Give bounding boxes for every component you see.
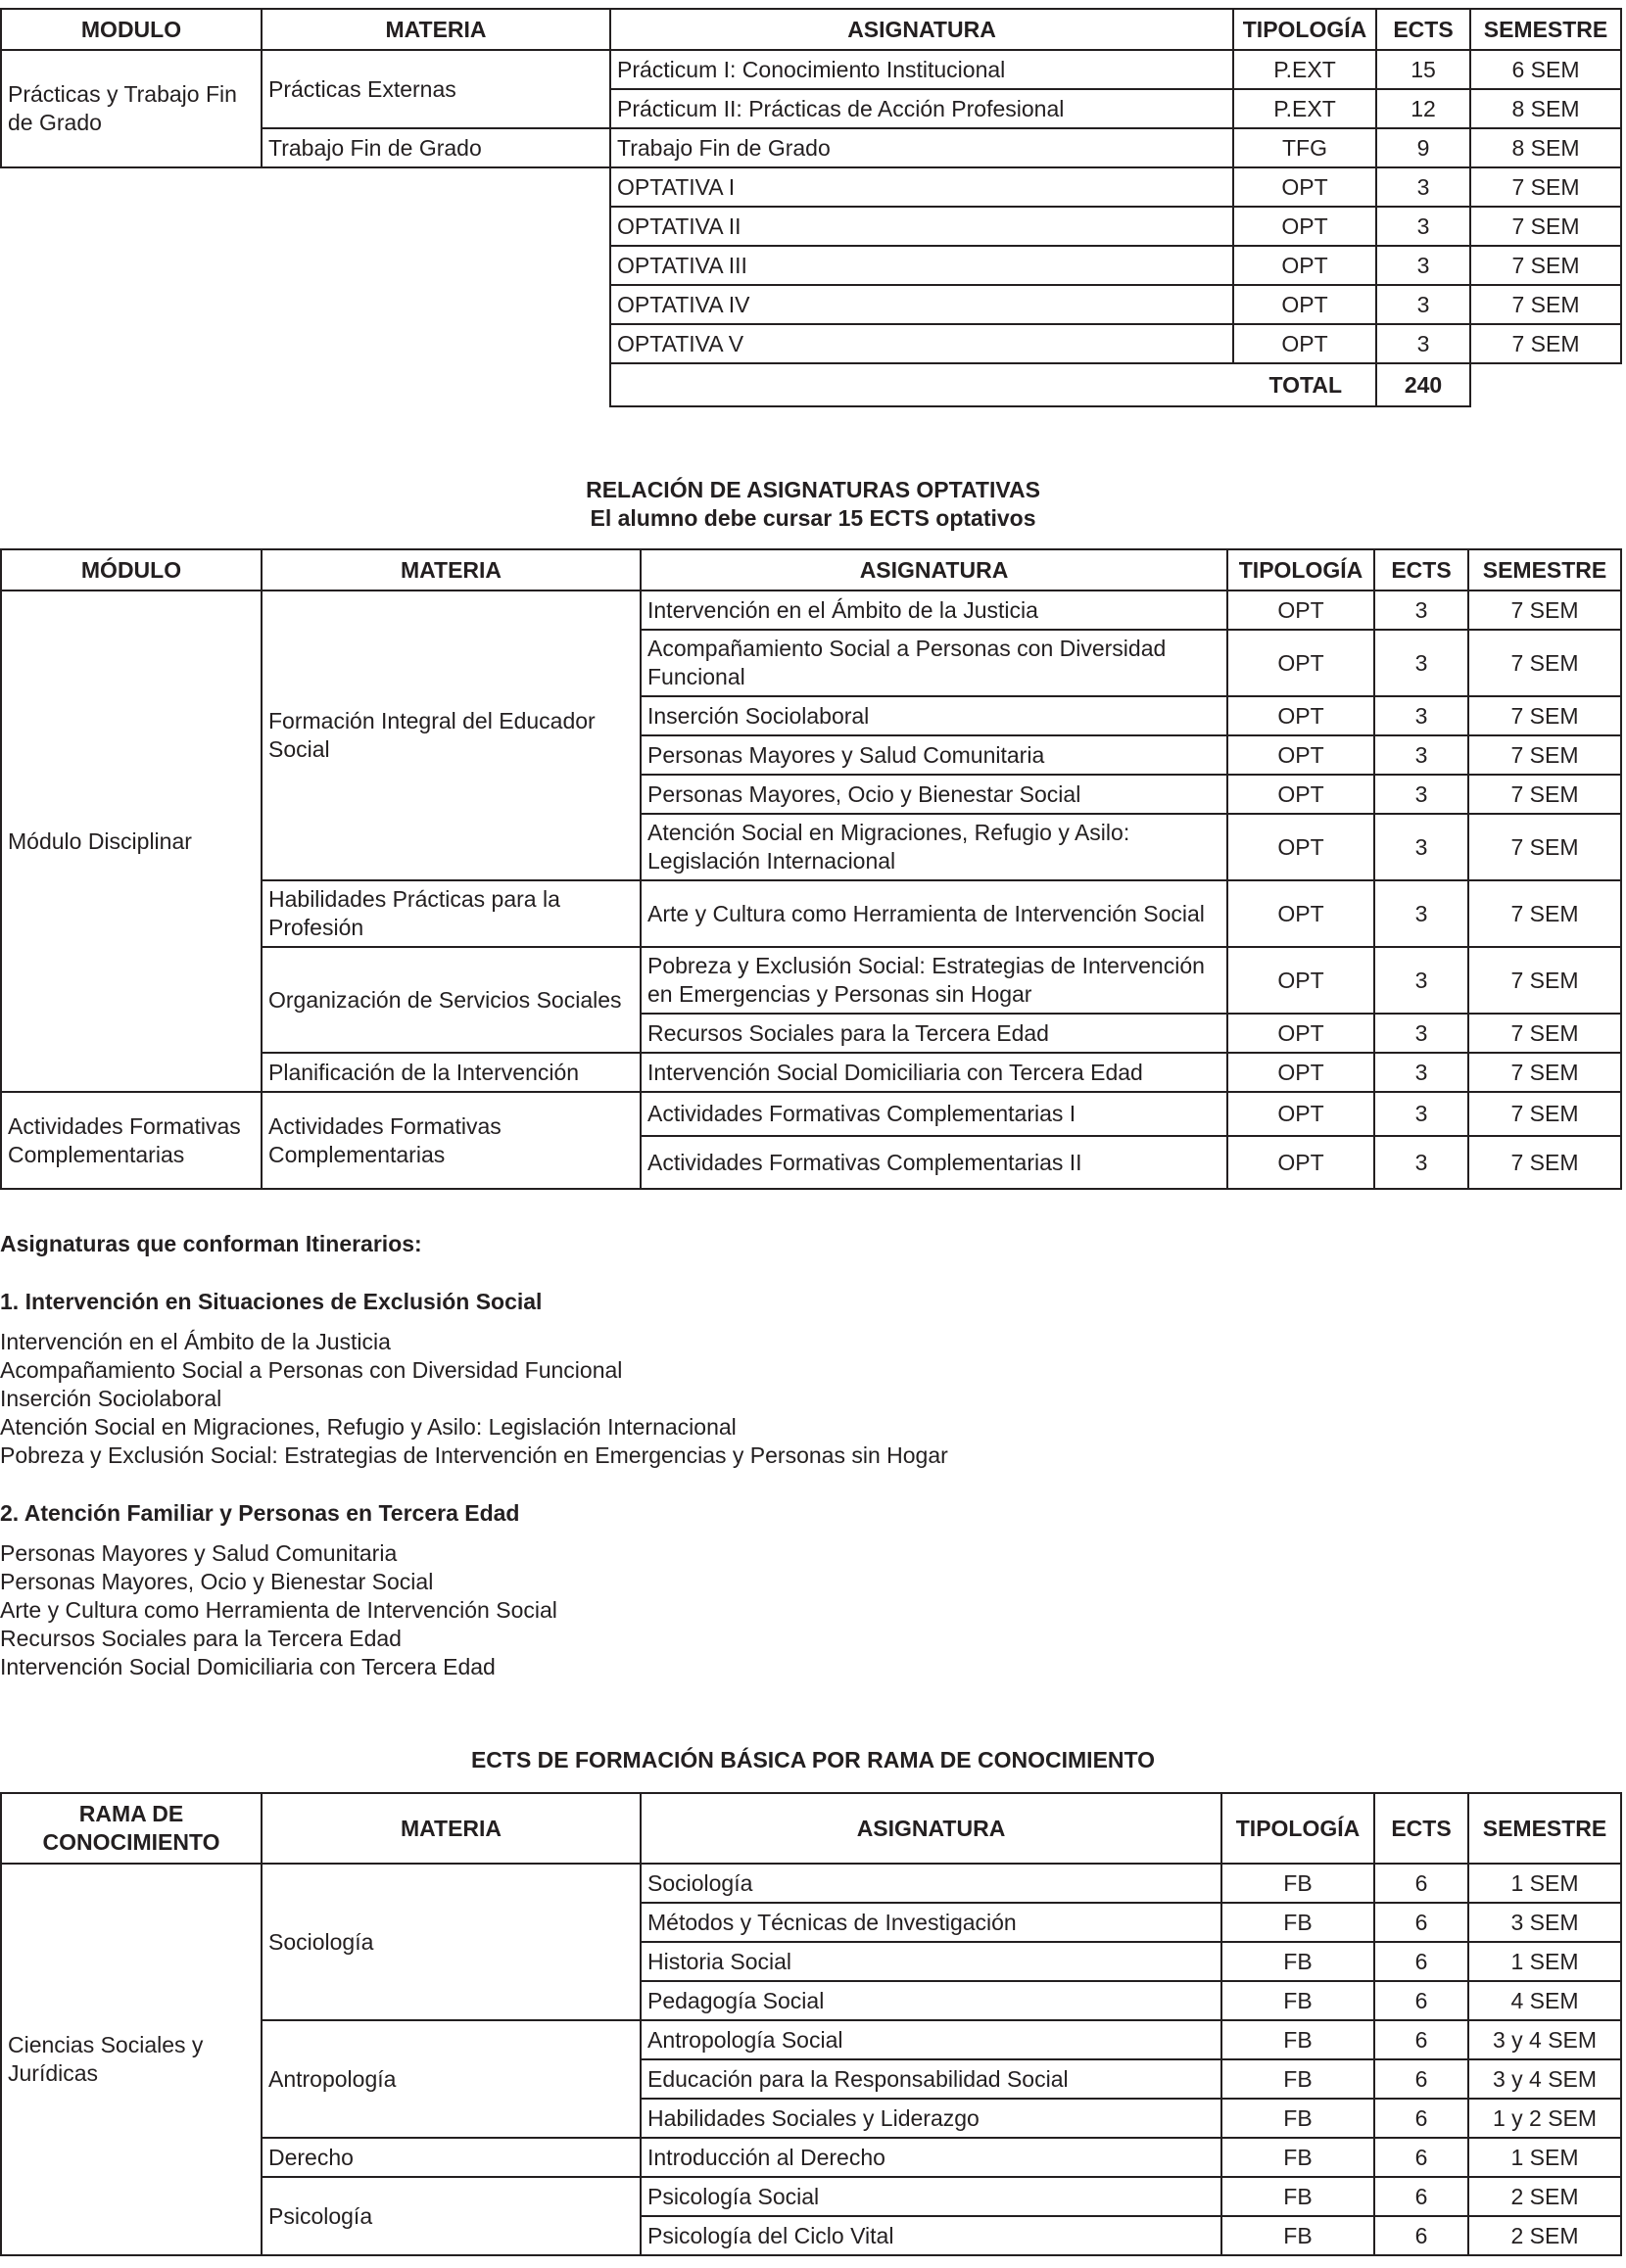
asignatura-cell: Pobreza y Exclusión Social: Estrategias de Intervención en Emergencias y Personas sin Hogar: [641, 947, 1227, 1014]
semestre-cell: 1 y 2 SEM: [1468, 2099, 1621, 2138]
tipologia-cell: OPT: [1227, 696, 1374, 735]
ects-cell: 6: [1374, 1903, 1468, 1942]
asignatura-cell: Personas Mayores, Ocio y Bienestar Social: [641, 775, 1227, 814]
asignatura-cell: OPTATIVA III: [610, 246, 1233, 285]
semestre-cell: 3 y 4 SEM: [1468, 2059, 1621, 2099]
asignatura-cell: Pedagogía Social: [641, 1981, 1221, 2020]
asignatura-cell: Prácticum II: Prácticas de Acción Profesional: [610, 89, 1233, 128]
semestre-cell: 7 SEM: [1470, 167, 1621, 207]
ects-cell: 6: [1374, 2138, 1468, 2177]
tipologia-cell: OPT: [1233, 207, 1376, 246]
asignatura-cell: Psicología del Ciclo Vital: [641, 2216, 1221, 2255]
header-tipologia: TIPOLOGÍA: [1227, 549, 1374, 591]
tipologia-cell: OPT: [1227, 735, 1374, 775]
asignatura-cell: Intervención en el Ámbito de la Justicia: [641, 591, 1227, 630]
tipologia-cell: OPT: [1227, 1092, 1374, 1136]
semestre-cell: 7 SEM: [1468, 696, 1621, 735]
semestre-cell: 7 SEM: [1468, 947, 1621, 1014]
table-row: [1, 246, 1621, 285]
table-row: [1, 50, 1621, 89]
ects-cell: 3: [1374, 1014, 1468, 1053]
asignatura-cell: Prácticum I: Conocimiento Institucional: [610, 50, 1233, 89]
asignatura-cell: Recursos Sociales para la Tercera Edad: [641, 1014, 1227, 1053]
asignatura-cell: Arte y Cultura como Herramienta de Intervención Social: [641, 880, 1227, 947]
ects-cell: 3: [1374, 947, 1468, 1014]
semestre-cell: 1 SEM: [1468, 2138, 1621, 2177]
basica-title: ECTS DE FORMACIÓN BÁSICA POR RAMA DE CONOCIMIENTO: [470, 1747, 1156, 1772]
asignatura-cell: Psicología Social: [641, 2177, 1221, 2216]
semestre-cell: 7 SEM: [1468, 591, 1621, 630]
ects-cell: 6: [1374, 1981, 1468, 2020]
semestre-cell: 2 SEM: [1468, 2216, 1621, 2255]
itinerary-item: Personas Mayores, Ocio y Bienestar Social: [0, 1569, 434, 1594]
tipologia-cell: FB: [1221, 2020, 1374, 2059]
tipologia-cell: OPT: [1233, 246, 1376, 285]
ects-cell: 3: [1376, 246, 1470, 285]
asignatura-cell: OPTATIVA V: [610, 324, 1233, 363]
asignatura-cell: Métodos y Técnicas de Investigación: [641, 1903, 1221, 1942]
modulo-cell: Prácticas y Trabajo Fin de Grado: [1, 50, 262, 167]
semestre-cell: 8 SEM: [1470, 89, 1621, 128]
semestre-cell: 7 SEM: [1470, 246, 1621, 285]
semestre-cell: 7 SEM: [1470, 207, 1621, 246]
itinerario-2-title: 2. Atención Familiar y Personas en Tercera Edad: [0, 1500, 520, 1526]
header-asignatura: ASIGNATURA: [641, 1793, 1221, 1864]
semestre-cell: 8 SEM: [1470, 128, 1621, 167]
tipologia-cell: OPT: [1233, 324, 1376, 363]
itinerary-item: Acompañamiento Social a Personas con Diversidad Funcional: [0, 1357, 623, 1383]
header-semestre: SEMESTRE: [1468, 1793, 1621, 1864]
ects-cell: 3: [1376, 324, 1470, 363]
itinerarios-heading: Asignaturas que conforman Itinerarios:: [0, 1231, 422, 1256]
asignatura-cell: Actividades Formativas Complementarias II: [641, 1136, 1227, 1189]
asignatura-cell: Educación para la Responsabilidad Social: [641, 2059, 1221, 2099]
header-semestre: SEMESTRE: [1470, 9, 1621, 50]
tipologia-cell: FB: [1221, 2177, 1374, 2216]
asignatura-cell: Atención Social en Migraciones, Refugio y Asilo: Legislación Internacional: [641, 814, 1227, 880]
materia-cell: Psicología: [262, 2177, 641, 2255]
header-tipologia: TIPOLOGÍA: [1221, 1793, 1374, 1864]
optativas-title: RELACIÓN DE ASIGNATURAS OPTATIVAS: [586, 477, 1040, 502]
semestre-cell: 7 SEM: [1470, 285, 1621, 324]
rama-cell: Ciencias Sociales y Jurídicas: [1, 1864, 262, 2255]
materia-cell: Organización de Servicios Sociales: [262, 947, 641, 1053]
semestre-cell: 7 SEM: [1468, 630, 1621, 696]
header-modulo: MODULO: [1, 9, 262, 50]
ects-cell: 12: [1376, 89, 1470, 128]
total-row: [1, 363, 1621, 406]
ects-cell: 6: [1374, 2216, 1468, 2255]
ects-cell: 3: [1376, 207, 1470, 246]
ects-cell: 15: [1376, 50, 1470, 89]
itinerary-item: Pobreza y Exclusión Social: Estrategias de Intervención en Emergencias y Personas sin Hogar: [0, 1442, 948, 1468]
tipologia-cell: FB: [1221, 2216, 1374, 2255]
modulo-cell: Actividades Formativas Complementarias: [1, 1092, 262, 1189]
header-tipologia: TIPOLOGÍA: [1233, 9, 1376, 50]
itinerary-item: Arte y Cultura como Herramienta de Intervención Social: [0, 1597, 557, 1623]
materia-cell: Formación Integral del Educador Social: [262, 591, 641, 880]
tipologia-cell: OPT: [1227, 630, 1374, 696]
itinerario-1-title: 1. Intervención en Situaciones de Exclusión Social: [0, 1289, 543, 1314]
tipologia-cell: FB: [1221, 2059, 1374, 2099]
semestre-cell: 6 SEM: [1470, 50, 1621, 89]
materia-cell: Planificación de la Intervención: [262, 1053, 641, 1092]
tipologia-cell: OPT: [1227, 775, 1374, 814]
semestre-cell: 7 SEM: [1468, 814, 1621, 880]
tipologia-cell: FB: [1221, 1903, 1374, 1942]
ects-cell: 3: [1374, 735, 1468, 775]
itinerary-item: Inserción Sociolaboral: [0, 1386, 222, 1411]
materia-cell: Derecho: [262, 2138, 641, 2177]
table-row: [1, 207, 1621, 246]
tipologia-cell: OPT: [1227, 1136, 1374, 1189]
ects-cell: 3: [1374, 775, 1468, 814]
table-row: [1, 591, 1621, 630]
asignatura-cell: Acompañamiento Social a Personas con Diversidad Funcional: [641, 630, 1227, 696]
tipologia-cell: P.EXT: [1233, 89, 1376, 128]
asignatura-cell: Introducción al Derecho: [641, 2138, 1221, 2177]
ects-cell: 6: [1374, 2059, 1468, 2099]
table-header-row: [1, 1793, 1621, 1864]
header-rama: RAMA DE CONOCIMIENTO: [1, 1793, 262, 1864]
semestre-cell: 7 SEM: [1468, 1014, 1621, 1053]
asignatura-cell: Sociología: [641, 1864, 1221, 1903]
tipologia-cell: OPT: [1227, 814, 1374, 880]
materia-cell: Sociología: [262, 1864, 641, 2020]
table-row: [1, 167, 1621, 207]
header-ects: ECTS: [1374, 549, 1468, 591]
semestre-cell: 3 SEM: [1468, 1903, 1621, 1942]
ects-cell: 3: [1374, 591, 1468, 630]
asignatura-cell: OPTATIVA IV: [610, 285, 1233, 324]
asignatura-cell: Antropología Social: [641, 2020, 1221, 2059]
header-materia: MATERIA: [262, 9, 610, 50]
semestre-cell: 7 SEM: [1468, 735, 1621, 775]
tipologia-cell: P.EXT: [1233, 50, 1376, 89]
asignatura-cell: Habilidades Sociales y Liderazgo: [641, 2099, 1221, 2138]
modulo-cell: Módulo Disciplinar: [1, 591, 262, 1092]
ects-cell: 3: [1374, 1092, 1468, 1136]
ects-cell: 6: [1374, 1942, 1468, 1981]
ects-cell: 3: [1374, 696, 1468, 735]
table-row: [1, 1092, 1621, 1136]
header-semestre: SEMESTRE: [1468, 549, 1621, 591]
asignatura-cell: OPTATIVA II: [610, 207, 1233, 246]
asignatura-cell: Inserción Sociolaboral: [641, 696, 1227, 735]
optativas-table: [0, 548, 1622, 1190]
ects-cell: 3: [1374, 880, 1468, 947]
itinerary-item: Recursos Sociales para la Tercera Edad: [0, 1626, 402, 1651]
semestre-cell: 7 SEM: [1468, 775, 1621, 814]
asignatura-cell: Historia Social: [641, 1942, 1221, 1981]
tipologia-cell: OPT: [1227, 880, 1374, 947]
tipologia-cell: OPT: [1227, 1014, 1374, 1053]
itinerary-item: Personas Mayores y Salud Comunitaria: [0, 1540, 398, 1566]
semestre-cell: 1 SEM: [1468, 1942, 1621, 1981]
table-row: [1, 324, 1621, 363]
tipologia-cell: FB: [1221, 2099, 1374, 2138]
materia-cell: Prácticas Externas: [262, 50, 610, 128]
tipologia-cell: FB: [1221, 1942, 1374, 1981]
asignatura-cell: Intervención Social Domiciliaria con Tercera Edad: [641, 1053, 1227, 1092]
table-header-row: [1, 549, 1621, 591]
ects-cell: 3: [1374, 814, 1468, 880]
basica-table: [0, 1792, 1622, 2256]
ects-cell: 3: [1376, 167, 1470, 207]
table-row: [1, 285, 1621, 324]
tipologia-cell: OPT: [1227, 1053, 1374, 1092]
asignatura-cell: Personas Mayores y Salud Comunitaria: [641, 735, 1227, 775]
tipologia-cell: OPT: [1227, 947, 1374, 1014]
asignatura-cell: Trabajo Fin de Grado: [610, 128, 1233, 167]
ects-cell: 3: [1374, 1136, 1468, 1189]
ects-cell: 6: [1374, 2177, 1468, 2216]
total-label: TOTAL: [610, 363, 1376, 406]
total-value: 240: [1376, 363, 1470, 406]
ects-cell: 3: [1376, 285, 1470, 324]
tipologia-cell: FB: [1221, 1981, 1374, 2020]
modules-table: [0, 8, 1622, 407]
itinerary-item: Intervención Social Domiciliaria con Tercera Edad: [0, 1654, 496, 1679]
ects-cell: 3: [1374, 1053, 1468, 1092]
ects-cell: 6: [1374, 2099, 1468, 2138]
ects-cell: 6: [1374, 1864, 1468, 1903]
semestre-cell: 7 SEM: [1468, 1092, 1621, 1136]
tipologia-cell: FB: [1221, 1864, 1374, 1903]
materia-cell: Actividades Formativas Complementarias: [262, 1092, 641, 1189]
semestre-cell: 3 y 4 SEM: [1468, 2020, 1621, 2059]
ects-cell: 9: [1376, 128, 1470, 167]
tipologia-cell: FB: [1221, 2138, 1374, 2177]
optativas-subtitle: El alumno debe cursar 15 ECTS optativos: [590, 505, 1036, 531]
semestre-cell: 2 SEM: [1468, 2177, 1621, 2216]
header-materia: MATERIA: [262, 549, 641, 591]
semestre-cell: 7 SEM: [1468, 1136, 1621, 1189]
asignatura-cell: Actividades Formativas Complementarias I: [641, 1092, 1227, 1136]
ects-cell: 3: [1374, 630, 1468, 696]
semestre-cell: 4 SEM: [1468, 1981, 1621, 2020]
materia-cell: Trabajo Fin de Grado: [262, 128, 610, 167]
tipologia-cell: OPT: [1233, 285, 1376, 324]
tipologia-cell: OPT: [1227, 591, 1374, 630]
table-header-row: [1, 9, 1621, 50]
header-asignatura: ASIGNATURA: [610, 9, 1233, 50]
itinerary-item: Atención Social en Migraciones, Refugio y Asilo: Legislación Internacional: [0, 1414, 737, 1440]
itinerary-item: Intervención en el Ámbito de la Justicia: [0, 1329, 391, 1354]
header-modulo: MÓDULO: [1, 549, 262, 591]
tipologia-cell: OPT: [1233, 167, 1376, 207]
header-ects: ECTS: [1374, 1793, 1468, 1864]
table-row: [1, 1864, 1621, 1903]
semestre-cell: 7 SEM: [1468, 880, 1621, 947]
materia-cell: Habilidades Prácticas para la Profesión: [262, 880, 641, 947]
header-asignatura: ASIGNATURA: [641, 549, 1227, 591]
tipologia-cell: TFG: [1233, 128, 1376, 167]
semestre-cell: 7 SEM: [1468, 1053, 1621, 1092]
header-ects: ECTS: [1376, 9, 1470, 50]
semestre-cell: 1 SEM: [1468, 1864, 1621, 1903]
ects-cell: 6: [1374, 2020, 1468, 2059]
asignatura-cell: OPTATIVA I: [610, 167, 1233, 207]
header-materia: MATERIA: [262, 1793, 641, 1864]
semestre-cell: 7 SEM: [1470, 324, 1621, 363]
materia-cell: Antropología: [262, 2020, 641, 2138]
